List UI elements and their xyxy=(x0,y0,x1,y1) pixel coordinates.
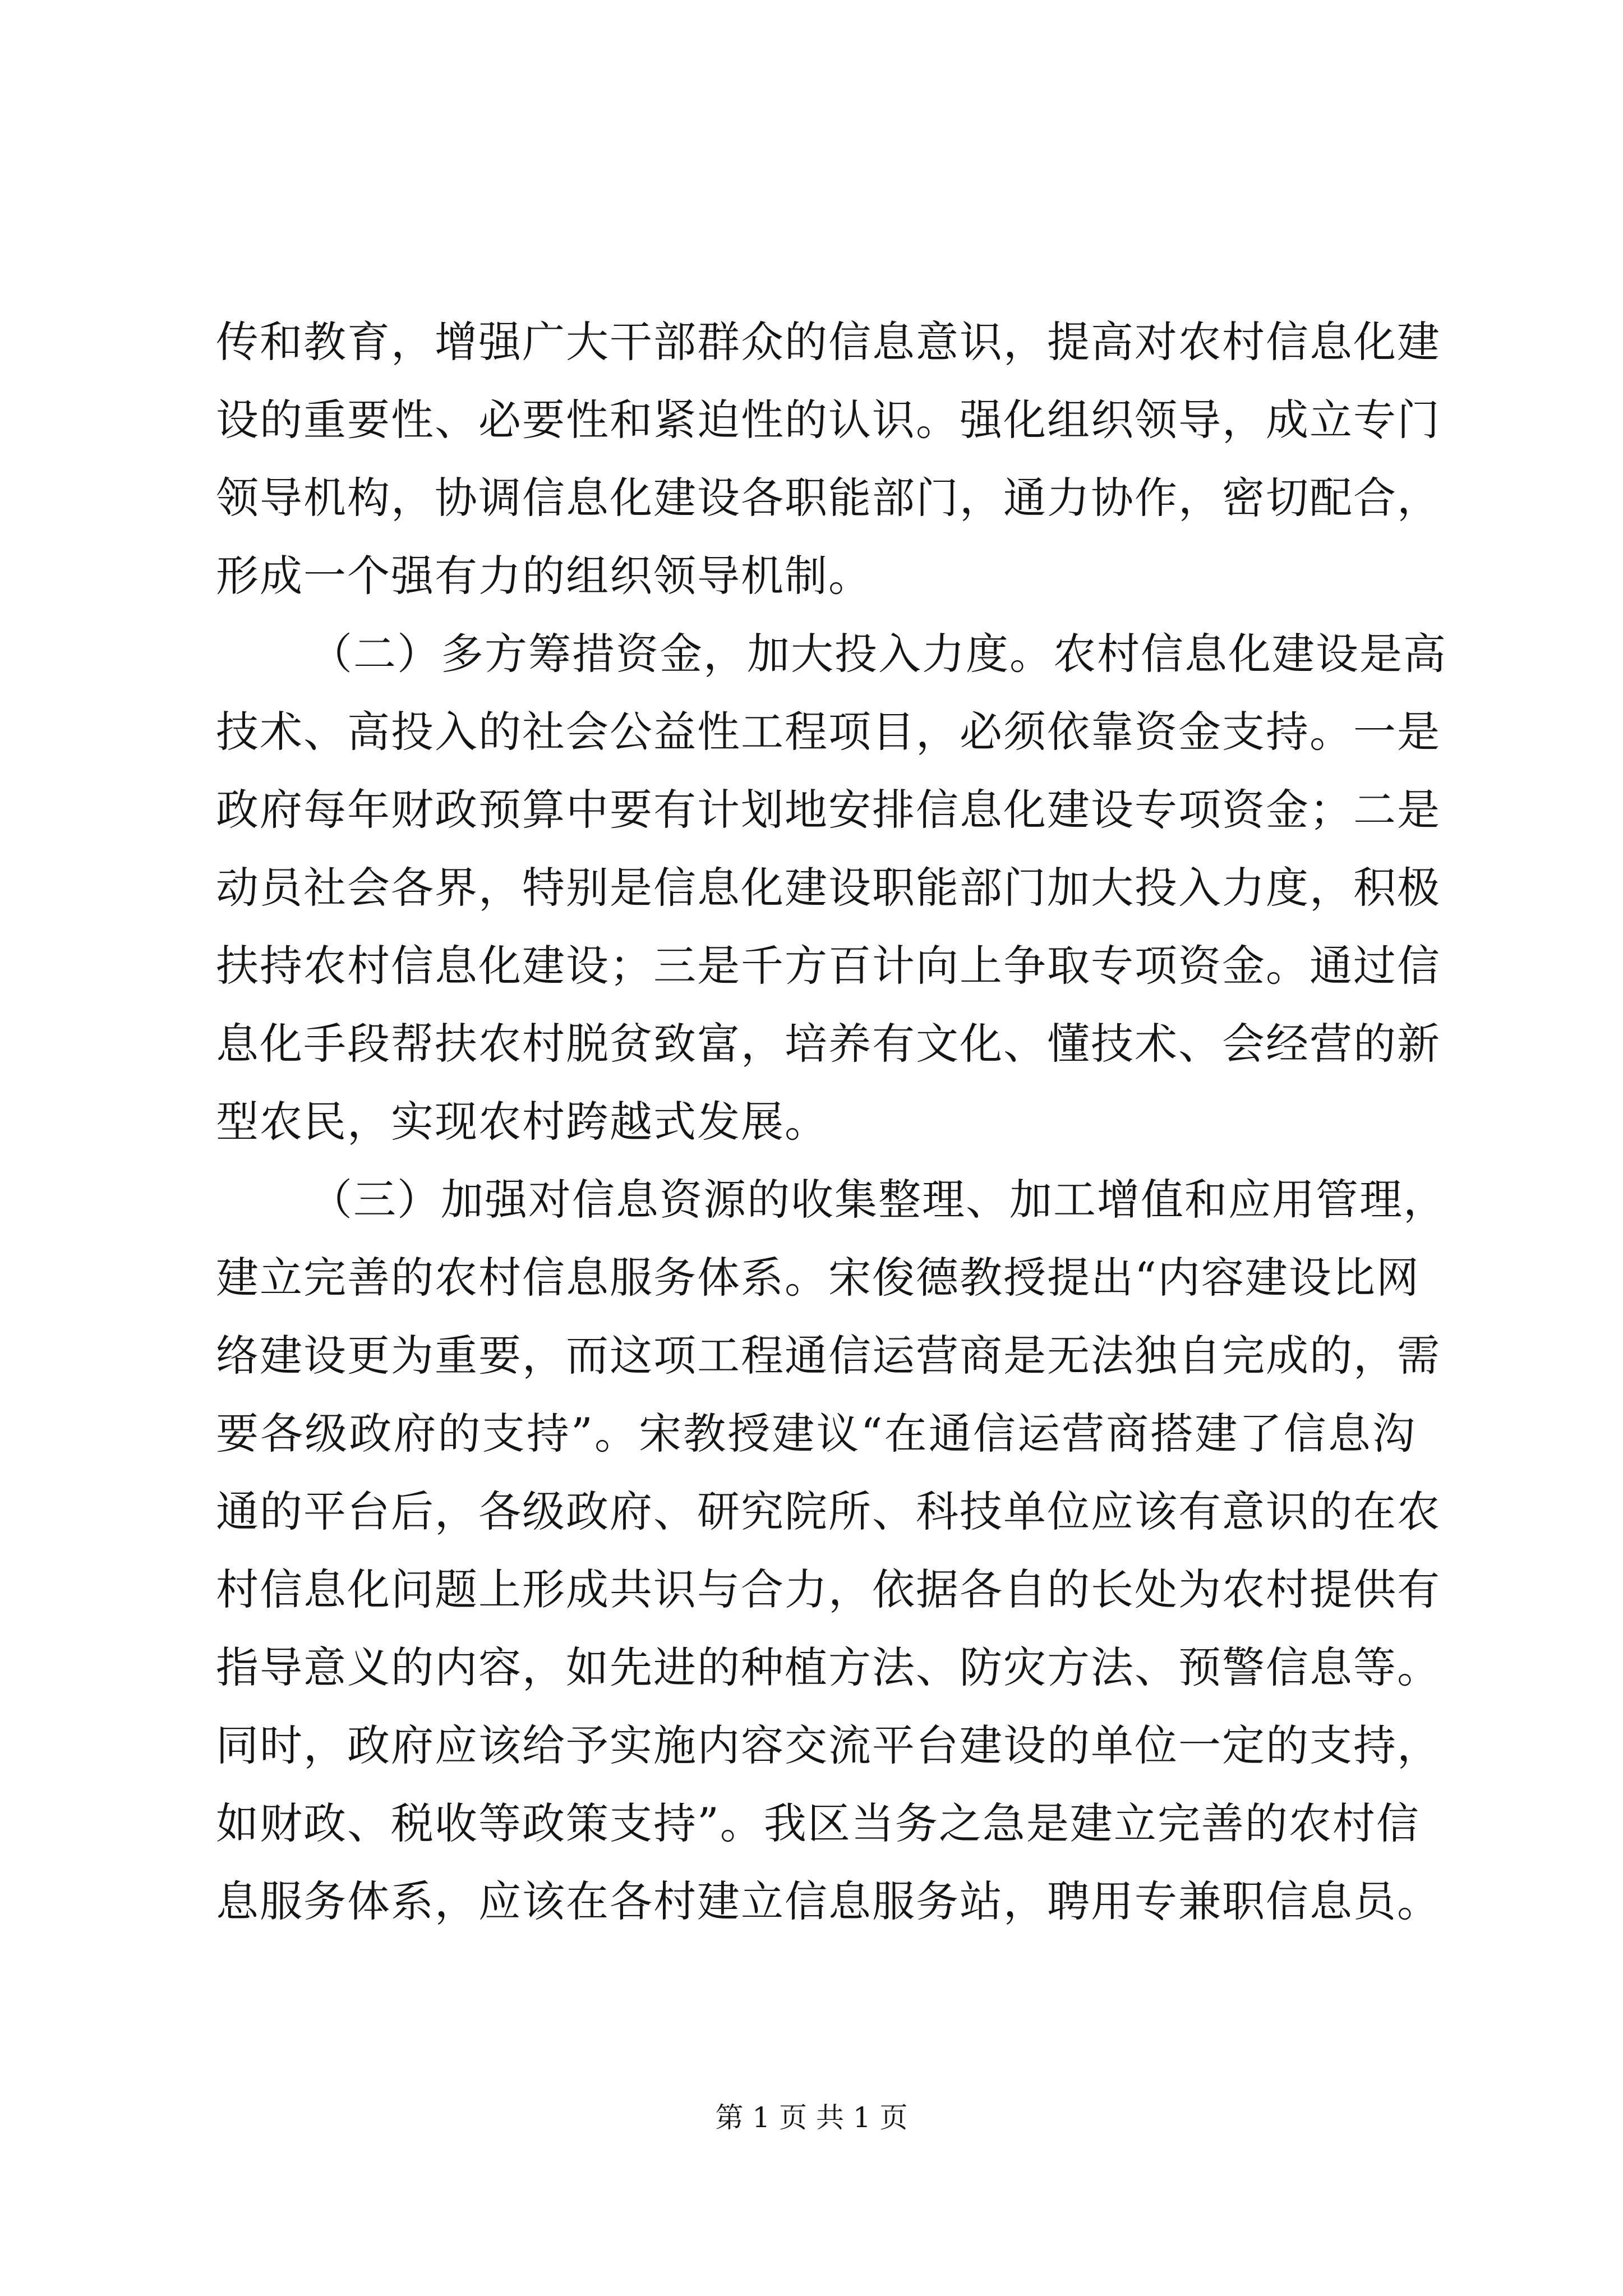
text-line: 通的平台后，各级政府、研究院所、科技单位应该有意识的在农 xyxy=(216,1487,1441,1536)
paragraph-first-line: （二）多方筹措资金，加大投入力度。农村信息化建设是高 xyxy=(310,629,1447,679)
text-line: 村信息化问题上形成共识与合力，依据各自的长处为农村提供有 xyxy=(216,1565,1441,1614)
text-line: 如财政、税收等政策支持”。我区当务之急是建立完善的农村信 xyxy=(216,1798,1420,1848)
text-line: 形成一个强有力的组织领导机制。 xyxy=(216,551,872,601)
text-line: 要各级政府的支持”。宋教授建议“在通信运营商搭建了信息沟 xyxy=(216,1409,1416,1458)
text-line: 设的重要性、必要性和紧迫性的认识。强化组织领导，成立专门 xyxy=(216,395,1441,445)
text-line: 络建设更为重要，而这项工程通信运营商是无法独自完成的，需 xyxy=(216,1331,1441,1381)
text-line: 技术、高投入的社会公益性工程项目，必须依靠资金支持。一是 xyxy=(216,707,1441,757)
text-line: 建立完善的农村信息服务体系。宋俊德教授提出“内容建设比网 xyxy=(216,1253,1420,1303)
text-line: 领导机构，协调信息化建设各职能部门，通力协作，密切配合， xyxy=(216,473,1441,523)
page-footer: 第 1 页 共 1 页 xyxy=(715,2101,908,2134)
text-line: 同时，政府应该给予实施内容交流平台建设的单位一定的支持， xyxy=(216,1720,1441,1770)
text-line: 传和教育，增强广大干部群众的信息意识，提高对农村信息化建 xyxy=(216,317,1441,367)
text-line: 政府每年财政预算中要有计划地安排信息化建设专项资金；二是 xyxy=(216,785,1441,835)
text-line: 扶持农村信息化建设；三是千方百计向上争取专项资金。通过信 xyxy=(216,941,1441,991)
paragraph-first-line: （三）加强对信息资源的收集整理、加工增值和应用管理， xyxy=(310,1175,1447,1225)
text-line: 型农民，实现农村跨越式发展。 xyxy=(216,1097,828,1147)
text-line: 息化手段帮扶农村脱贫致富，培养有文化、懂技术、会经营的新 xyxy=(216,1019,1441,1069)
text-line: 息服务体系，应该在各村建立信息服务站，聘用专兼职信息员。 xyxy=(216,1876,1441,1926)
text-line: 指导意义的内容，如先进的种植方法、防灾方法、预警信息等。 xyxy=(216,1642,1441,1692)
text-line: 动员社会各界，特别是信息化建设职能部门加大投入力度，积极 xyxy=(216,863,1441,913)
